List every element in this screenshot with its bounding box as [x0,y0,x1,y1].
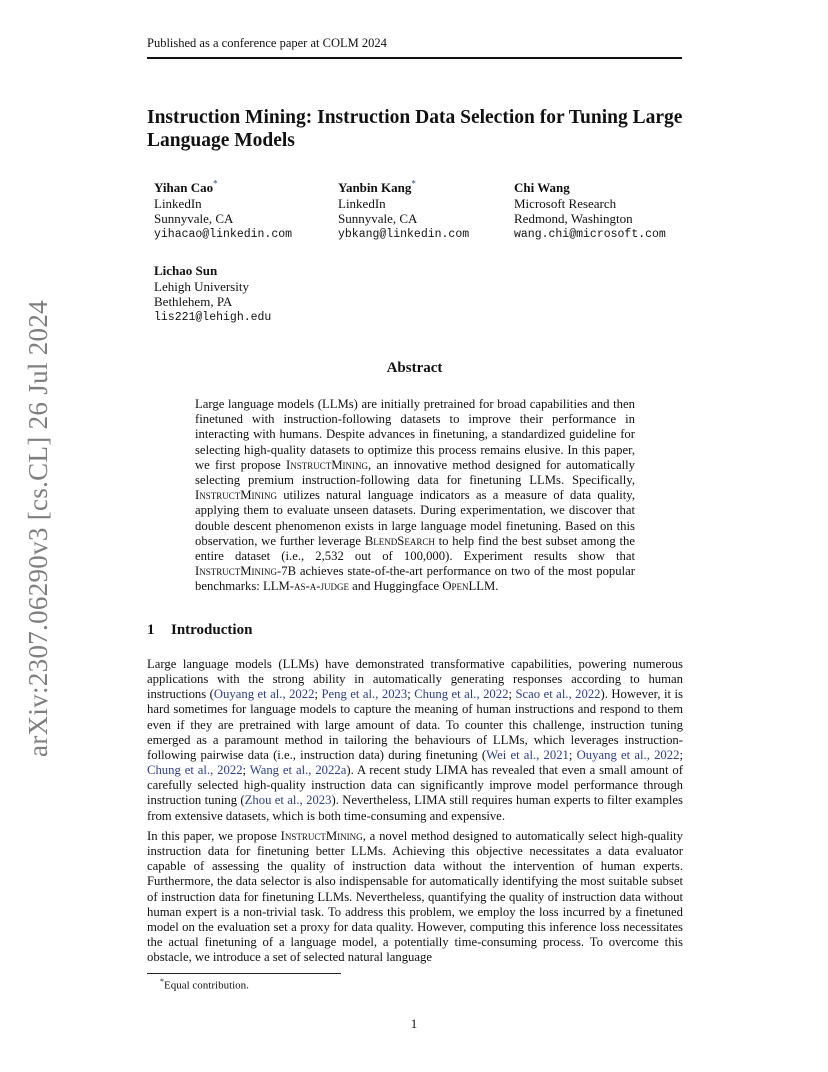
method-name: InstructMining [195,488,278,503]
author-location: Redmond, Washington [514,211,633,226]
running-header: Published as a conference paper at COLM 2024 [147,36,682,59]
footnote [160,977,249,992]
author-affiliation: Microsoft Research [514,195,617,211]
author-email: yihacao@linkedin.com [154,227,293,241]
author-email: lis221@lehigh.edu [154,310,272,324]
author-name: Chi Wang [514,180,570,195]
citation-link[interactable]: Peng et al., 2023 [321,687,408,702]
abstract-body: Large language models (LLMs) are initially pretrained for broad capabilities and then finetuned with instruction-following datasets to improve their performance in interacting with humans. Despite advances in finetuning, a standardized guideline for selecting high-quality datasets to optimize this process remains elusive. In this paper, we first propose InstructMining, an innovative method designed for automatically selecting premium instruction-following data for finetuning LLMs. Specifically, InstructMining utilizes natural language indicators as a measure of data quality, applying them to evaluate unseen datasets. During experimentation, we discover that double descent phenomenon exists in large language model finetuning. Based on this observation, we further leverage BlendSearch to help find the best subset among the entire dataset (i.e., 2,532 out of 100,000). Experiment results show that InstructMining-7B achieves state-of-the-art performance on two of the most popular benchmarks: LLM-as-a-judge and Huggingface OpenLLM. [195,397,635,594]
author-block [154,180,292,242]
blendsearch-name: BlendSearch [364,533,435,548]
intro-paragraph-2: In this paper, we propose InstructMining, a novel method designed to automatically select high-quality instruction data for finetuning better LLMs. Achieving this objective necessitates a data evaluator capable of assessing the quality of instruction data without the intervention of human experts. Furthermore, the data selector is also indispensable for automatically identifying the most suitable subset of instruction data for finetuning LLMs. Nevertheless, quantifying the quality of instruction data without human expert is a non-trivial task. To address this problem, we employ the loss incurred by a finetuned model on the evaluation set a proxy for data quality. However, computing this inference loss necessitates the actual finetuning of a language model, a potentially time-consuming process. To overcome this obstacle, we introduce a set of selected natural language [147,829,684,965]
author-affiliation: LinkedIn [154,195,202,211]
abstract-heading: Abstract [386,360,443,376]
intro-paragraph-1: Large language models (LLMs) have demonstrated transformative capabilities, powering numerous applications with the strong ability in automatically generating responses according to human instructions (Ouyang et al., 2022; Peng et al., 2023; Chung et al., 2022; Scao et al., 2022). However, it is hard sometimes for language models to capture the meaning of human instructions and respond to them even if they are pretrained with large amount of data. To counter this challenge, instruction tuning emerged as a paramount method in tailoring the behaviours of LLMs, which leverages instruction-following pairwise data (i.e., instruction data) during finetuning (Wei et al., 2021; Ouyang et al., 2022; Chung et al., 2022; Wang et al., 2022a). A recent study LIMA has revealed that even a small amount of carefully selected high-quality instruction data can significantly improve model performance through instruction tuning (Zhou et al., 2023). Nevertheless, LIMA still requires human experts to filter examples from extensive datasets, which is both time-consuming and expensive. [147,657,683,823]
method-name: InstructMining [195,564,278,579]
author-email: ybkang@linkedin.com [338,227,470,241]
author-name: Yihan Cao [154,180,214,195]
equal-contribution-mark[interactable]: * [411,178,416,189]
page-number: 1 [410,1016,418,1031]
footnote-text: Equal contribution. [164,979,249,992]
footnote-rule [147,973,341,974]
citation-link[interactable]: Chung et al., 2022 [414,687,509,702]
author-affiliation: LinkedIn [338,195,386,211]
author-block [154,263,271,325]
author-block [514,180,666,242]
benchmark-name: OpenLLM [442,579,496,594]
arxiv-id: arXiv:2307.06290v3 [cs.CL] 26 Jul 2024 [22,299,53,757]
author-location: Bethlehem, PA [154,294,233,309]
equal-contribution-mark[interactable]: * [213,178,218,189]
benchmark-name: as-a-judge [294,579,349,594]
section-number: 1 [147,622,155,638]
author-email: wang.chi@microsoft.com [514,227,666,241]
author-name: Yanbin Kang [338,180,412,195]
section-heading [147,622,252,639]
arxiv-stamp [8,298,68,758]
section-title: Introduction [171,622,253,638]
author-affiliation: Lehigh University [154,278,249,294]
author-block [338,180,469,242]
citation-link[interactable]: Ouyang et al., 2022 [576,747,680,762]
citation-link[interactable]: Zhou et al., 2023 [244,793,332,808]
citation-link[interactable]: Chung et al., 2022 [147,763,243,778]
citation-link[interactable]: Wei et al., 2021 [486,747,569,762]
citation-link[interactable]: Ouyang et al., 2022 [213,687,315,702]
citation-link[interactable]: Wang et al., 2022a [249,763,347,778]
author-location: Sunnyvale, CA [338,211,418,226]
author-location: Sunnyvale, CA [154,211,234,226]
method-name: InstructMining [286,457,369,472]
citation-link[interactable]: Scao et al., 2022 [515,687,601,702]
footnote-mark: * [160,977,164,986]
paper-title: Instruction Mining: Instruction Data Selection for Tuning Large Language Models [147,107,683,151]
method-name: InstructMining [280,829,363,843]
author-name: Lichao Sun [154,263,218,278]
